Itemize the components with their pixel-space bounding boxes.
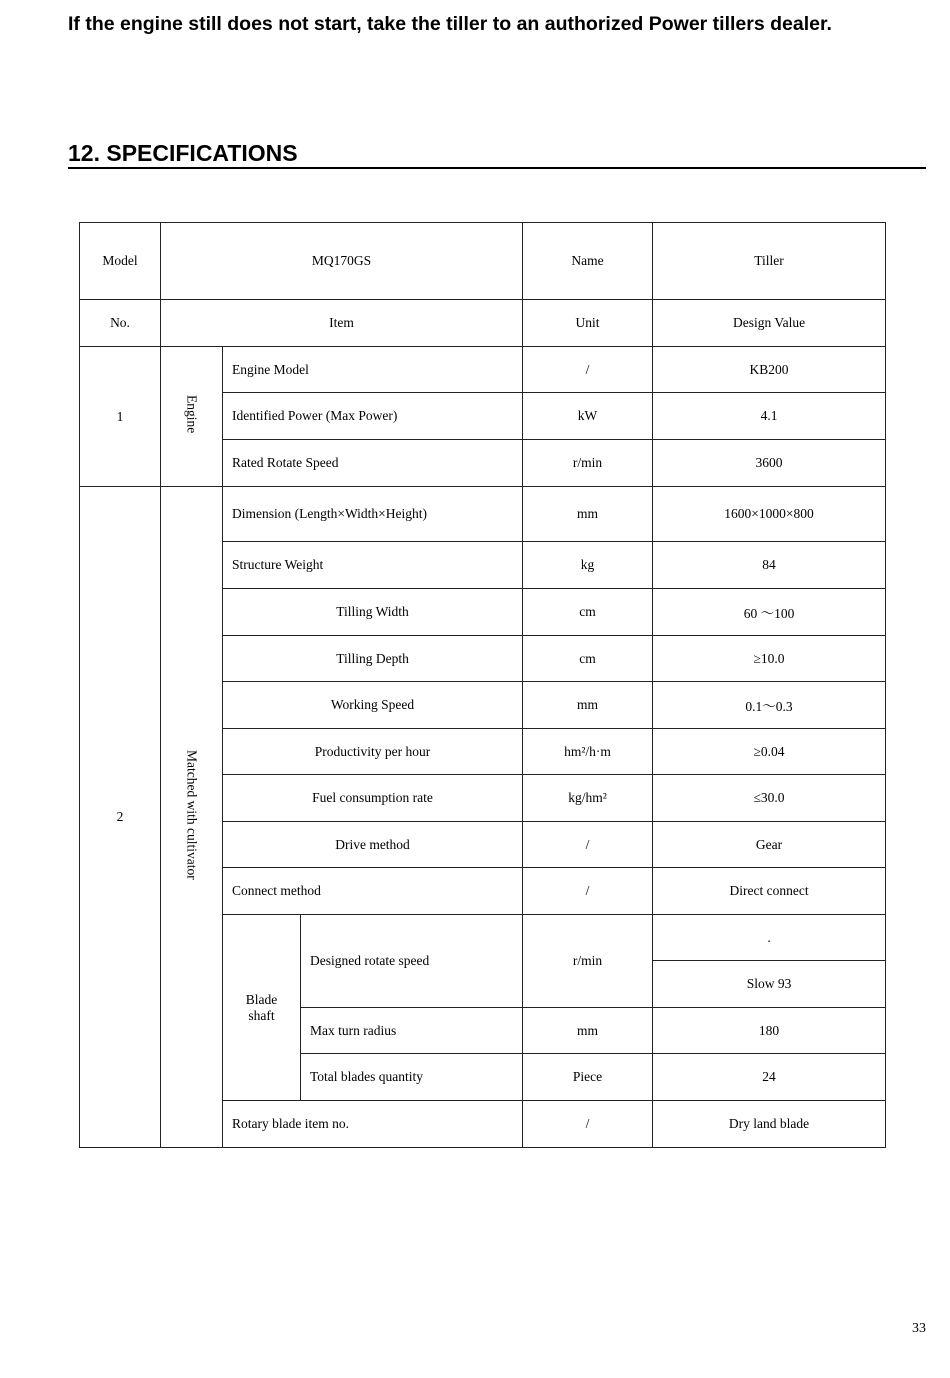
page-number: 33 <box>912 1321 926 1336</box>
group2-label-cell <box>161 487 223 1148</box>
row-unit: Piece <box>523 1054 653 1101</box>
row-unit: / <box>523 1101 653 1148</box>
row-item: Engine Model <box>223 347 523 393</box>
row-unit: mm <box>523 487 653 542</box>
row-value: 0.1～0.3 <box>653 682 886 729</box>
row-value: 24 <box>653 1054 886 1101</box>
specifications-table <box>79 222 886 1148</box>
row-item: Drive method <box>223 822 523 868</box>
engine-start-notice: If the engine still does not start, take the tiller to an authorized Power tillers dealer. <box>68 13 832 35</box>
row-unit: cm <box>523 636 653 682</box>
row-item: Tilling Depth <box>223 636 523 682</box>
rotate-speed-unit: r/min <box>523 915 653 1008</box>
row-unit: hm²/h·m <box>523 729 653 775</box>
row-item: Max turn radius <box>301 1008 523 1054</box>
blade-shaft-label-line2: shaft <box>248 1007 275 1023</box>
row-value: ≤30.0 <box>653 775 886 822</box>
row-value: 4.1 <box>653 393 886 440</box>
row-value: 60 ～100 <box>653 589 886 636</box>
row-value: ≥0.04 <box>653 729 886 775</box>
row-item: Total blades quantity <box>301 1054 523 1101</box>
row-item: Working Speed <box>223 682 523 729</box>
blade-shaft-label <box>223 915 301 1101</box>
header-row-model <box>80 223 886 300</box>
unit-label: Unit <box>523 300 653 347</box>
table-row <box>80 487 886 542</box>
row-unit: / <box>523 822 653 868</box>
row-value: Dry land blade <box>653 1101 886 1148</box>
item-label: Item <box>161 300 523 347</box>
row-unit: / <box>523 868 653 915</box>
row-unit: mm <box>523 1008 653 1054</box>
blade-shaft-label-line1: Blade <box>245 991 278 1007</box>
section-heading <box>68 140 926 169</box>
group1-label: Engine <box>184 395 200 434</box>
model-label: Model <box>80 223 161 300</box>
row-item: Tilling Width <box>223 589 523 636</box>
row-value: 84 <box>653 542 886 589</box>
row-value: Direct connect <box>653 868 886 915</box>
row-unit: r/min <box>523 440 653 487</box>
group1-no: 1 <box>80 347 161 487</box>
name-value: Tiller <box>653 223 886 300</box>
section-title: 12. SPECIFICATIONS <box>68 140 298 166</box>
row-unit: kW <box>523 393 653 440</box>
row-unit: mm <box>523 682 653 729</box>
name-label: Name <box>523 223 653 300</box>
group2-no: 2 <box>80 487 161 1148</box>
row-value: ≥10.0 <box>653 636 886 682</box>
group1-label-cell <box>161 347 223 487</box>
row-unit: kg/hm² <box>523 775 653 822</box>
group2-label: Matched with cultivator <box>184 750 200 880</box>
row-value: 180 <box>653 1008 886 1054</box>
row-item: Connect method <box>223 868 523 915</box>
row-unit: / <box>523 347 653 393</box>
row-item: Rated Rotate Speed <box>223 440 523 487</box>
row-item: Rotary blade item no. <box>223 1101 523 1148</box>
header-row-columns <box>80 300 886 347</box>
row-item: Productivity per hour <box>223 729 523 775</box>
rotate-speed-item: Designed rotate speed <box>301 915 523 1008</box>
row-value: Gear <box>653 822 886 868</box>
no-label: No. <box>80 300 161 347</box>
row-item: Structure Weight <box>223 542 523 589</box>
row-item: Dimension (Length×Width×Height) <box>223 487 523 542</box>
row-value: 3600 <box>653 440 886 487</box>
model-value: MQ170GS <box>161 223 523 300</box>
rotate-speed-value-1: . <box>653 915 886 961</box>
row-item: Identified Power (Max Power) <box>223 393 523 440</box>
rotate-speed-value-2: Slow 93 <box>653 961 886 1008</box>
design-value-label: Design Value <box>653 300 886 347</box>
row-value: 1600×1000×800 <box>653 487 886 542</box>
row-item: Fuel consumption rate <box>223 775 523 822</box>
row-unit: cm <box>523 589 653 636</box>
table-row <box>80 347 886 393</box>
row-unit: kg <box>523 542 653 589</box>
row-value: KB200 <box>653 347 886 393</box>
